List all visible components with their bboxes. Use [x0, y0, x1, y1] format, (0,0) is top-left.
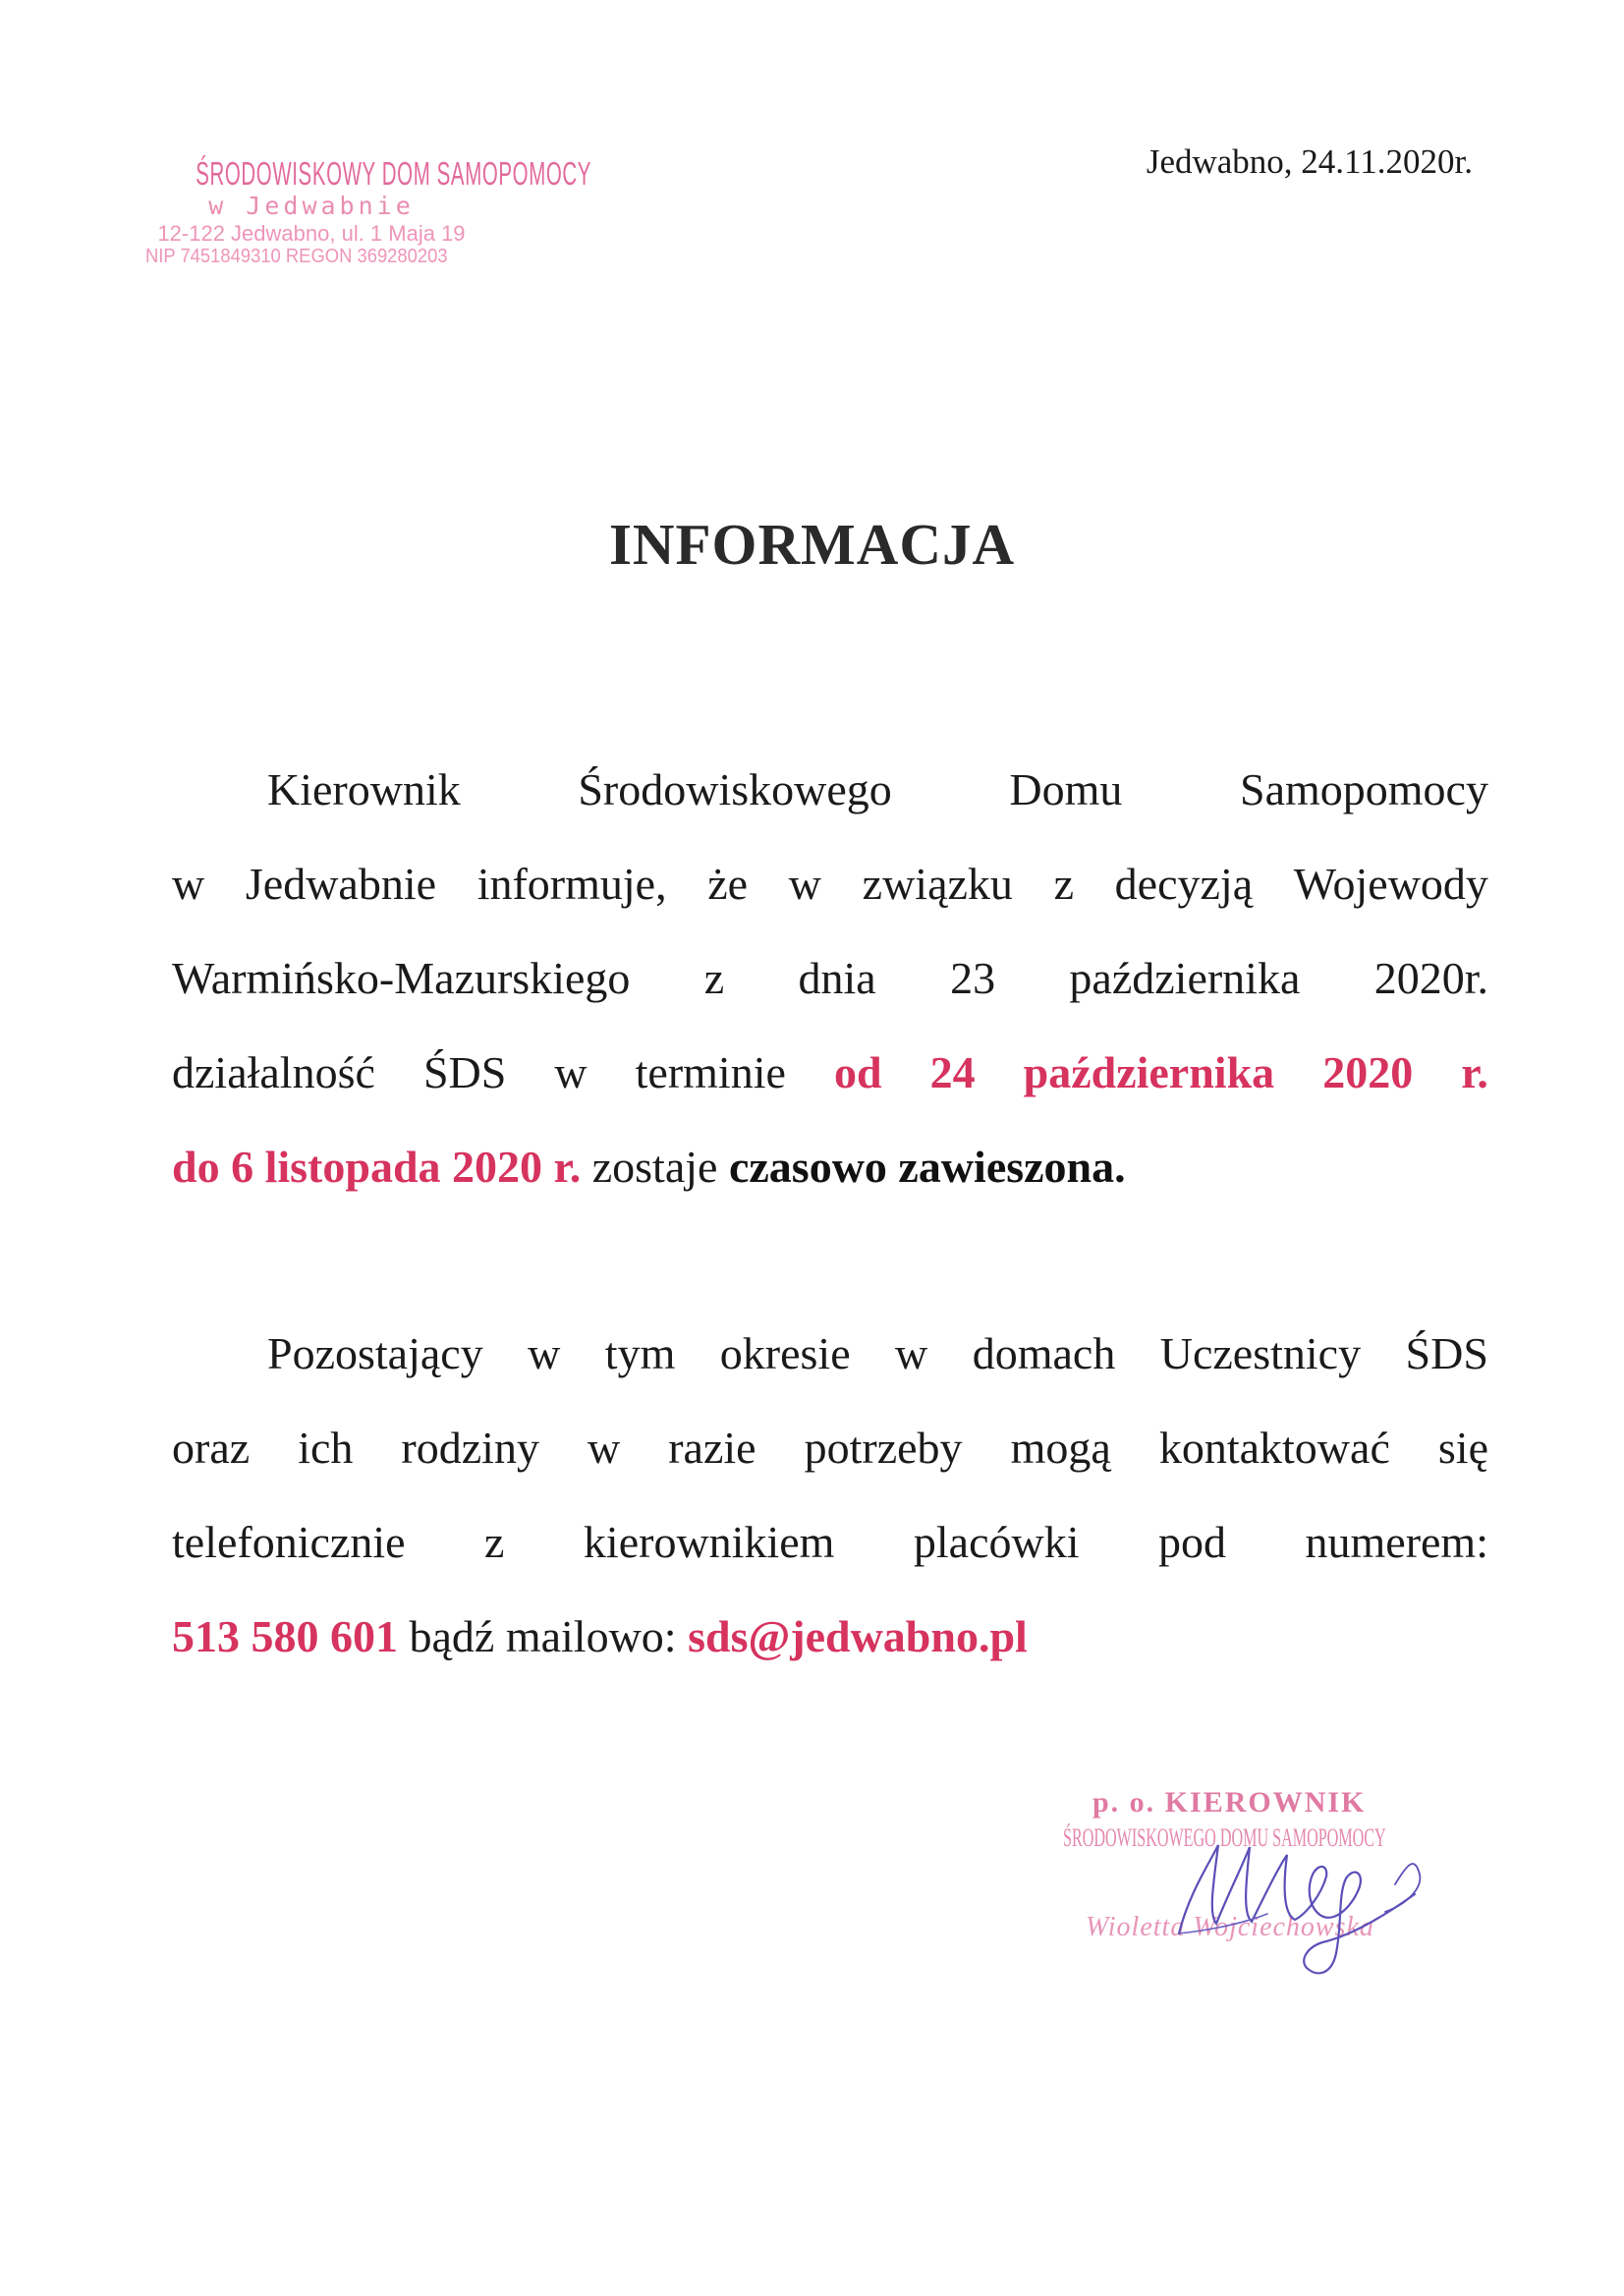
paragraph-suspension-notice — [172, 743, 1488, 1214]
paragraph-line — [172, 1307, 1488, 1401]
word: października — [1069, 953, 1301, 1003]
word: Uczestnicy — [1159, 1328, 1362, 1378]
paragraph-line — [172, 837, 1488, 931]
stamp-org-ids: NIP 7451849310 REGON 369280203 — [145, 245, 448, 267]
organization-stamp — [125, 155, 592, 268]
word: Kierownik — [267, 764, 461, 814]
word: informuje, — [476, 859, 667, 909]
word: związku — [862, 859, 1013, 909]
word: rodziny — [401, 1423, 539, 1473]
word: w — [788, 859, 821, 909]
word: potrzeby — [804, 1423, 963, 1473]
suspension-end-date: do 6 listopada 2020 r. — [172, 1142, 582, 1192]
paragraph-line — [172, 1026, 1488, 1120]
phone-number: 513 580 601 — [172, 1611, 398, 1661]
word: razie — [668, 1423, 756, 1473]
highlight-word: r. — [1461, 1047, 1488, 1097]
word: że — [707, 859, 749, 909]
word: oraz — [172, 1423, 251, 1473]
word: tym — [604, 1328, 676, 1378]
word: placówki — [913, 1517, 1080, 1567]
stamp-org-name: ŚRODOWISKOWY DOM SAMOPOMOCY — [196, 155, 592, 192]
connector-text: zostaje — [581, 1142, 729, 1192]
word: w — [895, 1328, 928, 1378]
paragraph-contact-info — [172, 1307, 1488, 1684]
word: z — [484, 1517, 505, 1567]
word: decyzją — [1114, 859, 1254, 909]
handwritten-signature — [1041, 1786, 1434, 1983]
paragraph-line — [172, 743, 1488, 837]
suspension-status: czasowo zawieszona. — [728, 1142, 1126, 1192]
word: okresie — [719, 1328, 851, 1378]
word: domach — [972, 1328, 1116, 1378]
highlight-word: października — [1023, 1047, 1275, 1097]
word: pod — [1158, 1517, 1227, 1567]
word: mogą — [1010, 1423, 1111, 1473]
word: Domu — [1009, 764, 1123, 814]
word: Pozostający — [267, 1328, 483, 1378]
highlight-word: 2020 — [1322, 1047, 1414, 1097]
paragraph-line — [172, 931, 1488, 1026]
word: terminie — [635, 1047, 786, 1097]
word: w — [554, 1047, 588, 1097]
word: w — [172, 859, 205, 909]
highlight-word: od — [833, 1047, 882, 1097]
signature-stamp-name: Wioletta Wojciechowska — [1086, 1912, 1374, 1942]
highlight-word: 24 — [929, 1047, 976, 1097]
paragraph-line — [172, 1590, 1488, 1684]
word: numerem: — [1305, 1517, 1488, 1567]
stamp-org-address: 12-122 Jedwabno, ul. 1 Maja 19 — [157, 220, 466, 246]
stamp-org-location: w Jedwabnie — [208, 191, 415, 220]
word: 2020r. — [1373, 953, 1488, 1003]
word: ŚDS — [422, 1047, 507, 1097]
paragraph-line — [172, 1120, 1488, 1214]
signature-stamp-org: ŚRODOWISKOWEGO DOMU SAMOPOMOCY — [1063, 1823, 1386, 1852]
word: Jedwabnie — [245, 859, 437, 909]
word: się — [1437, 1423, 1488, 1473]
connector-text: bądź mailowo: — [398, 1611, 689, 1661]
word: ich — [298, 1423, 354, 1473]
word: kierownikiem — [583, 1517, 835, 1567]
document-title: INFORMACJA — [608, 512, 1016, 577]
word: 23 — [950, 953, 996, 1003]
word: działalność — [172, 1047, 375, 1097]
word: dnia — [798, 953, 876, 1003]
word: z — [1053, 859, 1074, 909]
word: Środowiskowego — [578, 764, 892, 814]
paragraph-line — [172, 1495, 1488, 1590]
word: w — [587, 1423, 621, 1473]
word: Samopomocy — [1239, 764, 1488, 814]
word: z — [703, 953, 725, 1003]
word: Warmińsko-Mazurskiego — [172, 953, 631, 1003]
signature-stamp — [1041, 1786, 1434, 1983]
paragraph-line — [172, 1401, 1488, 1495]
email-address: sds@jedwabno.pl — [688, 1611, 1028, 1661]
word: kontaktować — [1158, 1423, 1390, 1473]
word: telefonicznie — [172, 1517, 406, 1567]
word: Wojewody — [1293, 859, 1488, 909]
signature-stamp-title: p. o. KIEROWNIK — [1092, 1786, 1367, 1819]
word: w — [528, 1328, 561, 1378]
word: ŚDS — [1405, 1328, 1488, 1378]
document-date: Jedwabno, 24.11.2020r. — [1146, 142, 1473, 181]
